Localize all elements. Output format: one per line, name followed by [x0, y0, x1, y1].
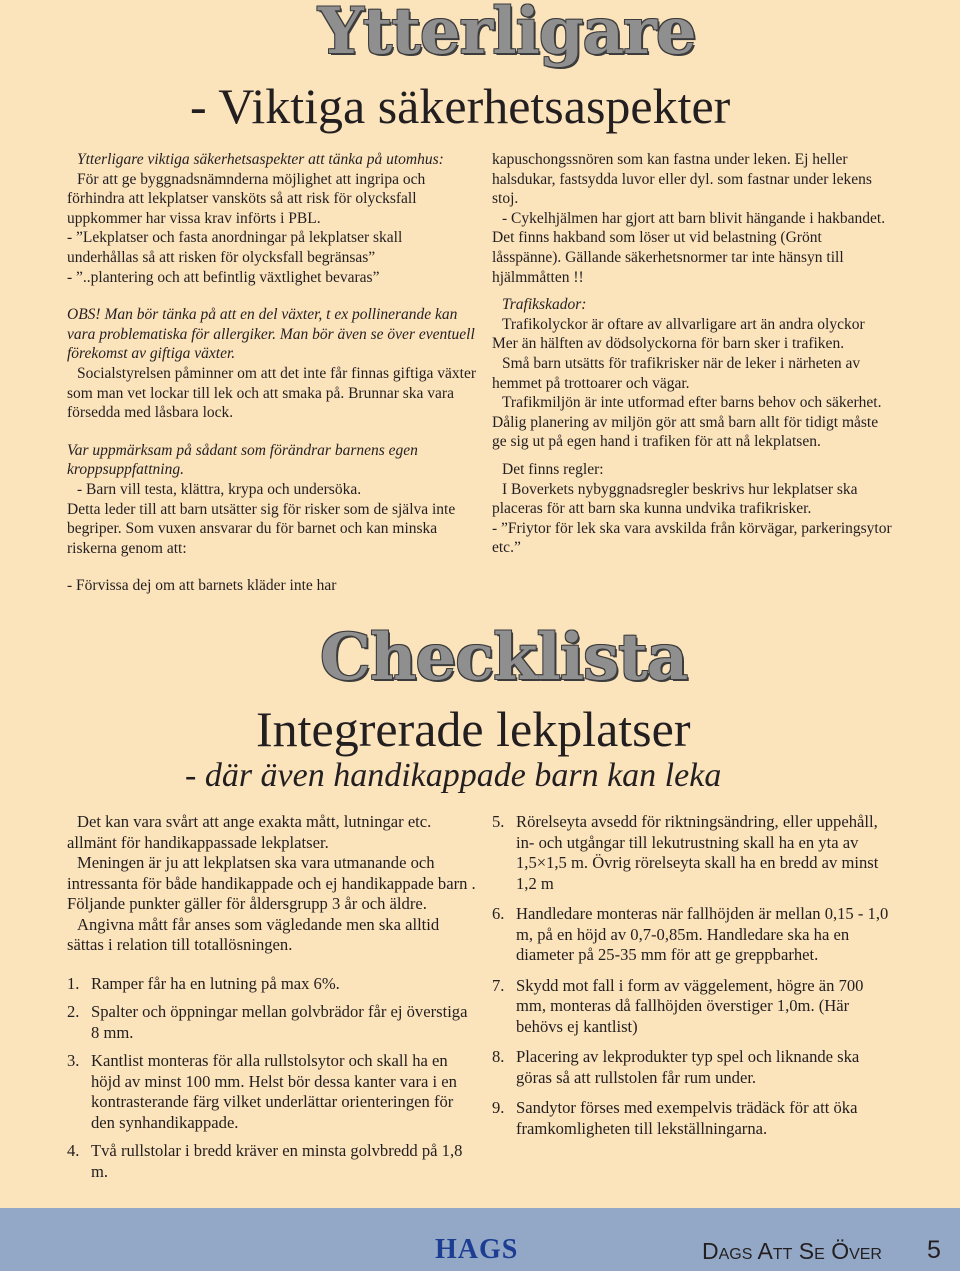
- checklist-subtitle: Integrerade lekplatser: [256, 701, 691, 757]
- section-name: Dags Att Se Över: [702, 1238, 882, 1264]
- paragraph: I Boverkets nybyggnadsregler beskrivs hur lekplatser ska placeras för att barn ska kunna undvika trafikrisker.: [492, 480, 858, 518]
- item-text: Spalter och öppningar mellan golvbrädor får ej överstiga 8 mm.: [91, 1002, 468, 1042]
- paragraph: Meningen är ju att lekplatsen ska vara utmanande och intressanta för både handikappade och ej handikappade barn . Följande punkter gäller för åldersgrupp 3 år och äldre.: [67, 853, 476, 913]
- list-item: [67, 974, 477, 995]
- paragraph: kapuschongssnören som kan fastna under leken. Ej heller halsdukar, fastsydda luvor eller dyl. som fastnar under lekens stoj.: [492, 151, 872, 208]
- checklist-title: Checklista: [320, 620, 688, 695]
- item-number: 1.: [67, 973, 80, 993]
- list-item: [492, 812, 892, 894]
- paragraph: Detta leder till att barn utsätter sig för risker som de själva inte begriper. Som vuxen ansvarar du för barnet och kan minska riskerna genom att:: [67, 500, 456, 557]
- item-text: Handledare monteras när fallhöjden är mellan 0,15 - 1,0 m, på en höjd av 0,7-0,85m. Handledare ska ha en diameter på 25-35 mm för att ge greppbarhet.: [516, 904, 889, 964]
- item-text: Placering av lekprodukter typ spel och liknande ska göras så att rullstolen får rum under.: [516, 1047, 860, 1087]
- item-text: Sandytor förses med exempelvis trädäck för att öka framkomligheten till lekställningarna.: [516, 1098, 858, 1138]
- paragraph: Små barn utsätts för trafikrisker när de leker i närheten av hemmet på trottoarer och vägar.: [492, 354, 861, 392]
- item-text: Kantlist monteras för alla rullstolsytor och skall ha en höjd av minst 100 mm. Helst bör dessa kanter vara i en kontrasterande färg vilket underlättar orienteringen för den synhandikappade.: [91, 1051, 457, 1132]
- item-number: 4.: [67, 1141, 80, 1160]
- item-number: 3.: [67, 1051, 80, 1070]
- attention-note: Var uppmärksam på sådant som förändrar barnens egen kroppsuppfattning.: [67, 441, 418, 479]
- paragraph: Trafikmiljön är inte utformad efter barns behov och säkerhet. Dålig planering av miljön gör att små barn allt för tidigt måste ge sig ut på egen hand i trafiken för att nå lekplatsen.: [492, 394, 882, 451]
- item-text: Ramper får ha en lutning på max 6%.: [91, 973, 340, 993]
- checklist-items-left: [67, 974, 477, 1183]
- list-item: [67, 1051, 477, 1133]
- paragraph: Trafikolyckor är oftare av allvarligare art än andra olyckor Mer än hälften av dödsolyckorna för barn sker i trafiken.: [492, 315, 865, 353]
- item-text: Skydd mot fall i form av väggelement, högre än 700 mm, monteras då fallhöjden överstiger 1,0m. (Här behövs ej kantlist): [516, 975, 864, 1036]
- item-number: 9.: [492, 1098, 505, 1117]
- paragraph: För att ge byggnadsnämnderna möjlighet att ingripa och förhindra att lekplatser vansköts så att risk för olycksfall uppkommer har vissa krav införts i PBL.: [67, 170, 426, 227]
- paragraph: - ”Lekplatser och fasta anordningar på lekplatser skall underhållas så att risken för olycksfall begränsas”: [67, 229, 403, 266]
- paragraph: Angivna mått får anses som vägledande men ska alltid sättas i relation till totallösningen.: [67, 914, 440, 954]
- list-item: [67, 1141, 477, 1182]
- left-column: [67, 150, 477, 596]
- checklist-tagline: - där även handikappade barn kan leka: [185, 757, 722, 794]
- section-heading: Ytterligare viktiga säkerhetsaspekter att tänka på utomhus:: [77, 151, 444, 168]
- item-number: 7.: [492, 975, 505, 995]
- paragraph: - Förvissa dej om att barnets kläder inte har: [67, 577, 337, 595]
- item-number: 8.: [492, 1047, 505, 1066]
- list-item: [492, 976, 892, 1038]
- paragraph: - ”..plantering och att befintlig växtlighet bevaras”: [67, 268, 380, 286]
- page-number: 5: [927, 1236, 941, 1264]
- paragraph: Socialstyrelsen påminner om att det inte får finnas giftiga växter som man vet lockar till lek och att smaka på. Brunnar ska vara försedda med låsbara lock.: [67, 364, 476, 422]
- paragraph: Det finns regler:: [502, 460, 604, 478]
- list-item: [492, 1047, 892, 1088]
- list-item: [67, 1002, 477, 1043]
- paragraph: - ”Friytor för lek ska vara avskilda från körvägar, parkeringsytor etc.”: [492, 519, 892, 557]
- item-text: Två rullstolar i bredd kräver en minsta golvbredd på 1,8 m.: [91, 1141, 463, 1181]
- paragraph: - Cykelhjälmen har gjort att barn blivit hängande i hakbandet. Det finns hakband som löser ut vid belastning (Grönt låsspänne). Gällande säkerhetsnormer tar inte hänsyn till hjälmmåtten !!: [492, 209, 886, 286]
- obs-note: OBS! Man bör tänka på att en del växter, t ex pollinerande kan vara problematiska för allergiker. Man bör även se över eventuell förekomst av giftiga växter.: [67, 306, 475, 363]
- item-text: Rörelseyta avsedd för riktningsändring, eller uppehåll, in- och utgångar till lekutrustning skall ha en yta av 1,5×1,5 m. Övrig rörelseyta skall ha en bredd av minst 1,2 m: [516, 812, 879, 893]
- section-heading: Trafikskador:: [502, 296, 587, 314]
- checklist-items-right: [492, 812, 892, 1139]
- page-subtitle: - Viktiga säkerhetsaspekter: [190, 78, 731, 134]
- intro-column: [67, 812, 477, 1182]
- list-item: [492, 904, 892, 966]
- item-number: 2.: [67, 1002, 80, 1021]
- checklist-column-right: [492, 812, 892, 1139]
- right-column: [492, 150, 892, 558]
- brand-logo: HAGS: [435, 1234, 519, 1265]
- paragraph: - Barn vill testa, klättra, krypa och undersöka.: [77, 480, 362, 498]
- page-title: Ytterligare: [318, 0, 696, 69]
- paragraph: Det kan vara svårt att ange exakta mått, lutningar etc. allmänt för handikappassade lekplatser.: [67, 812, 432, 852]
- item-number: 5.: [492, 812, 505, 831]
- list-item: [492, 1098, 892, 1139]
- item-number: 6.: [492, 904, 505, 923]
